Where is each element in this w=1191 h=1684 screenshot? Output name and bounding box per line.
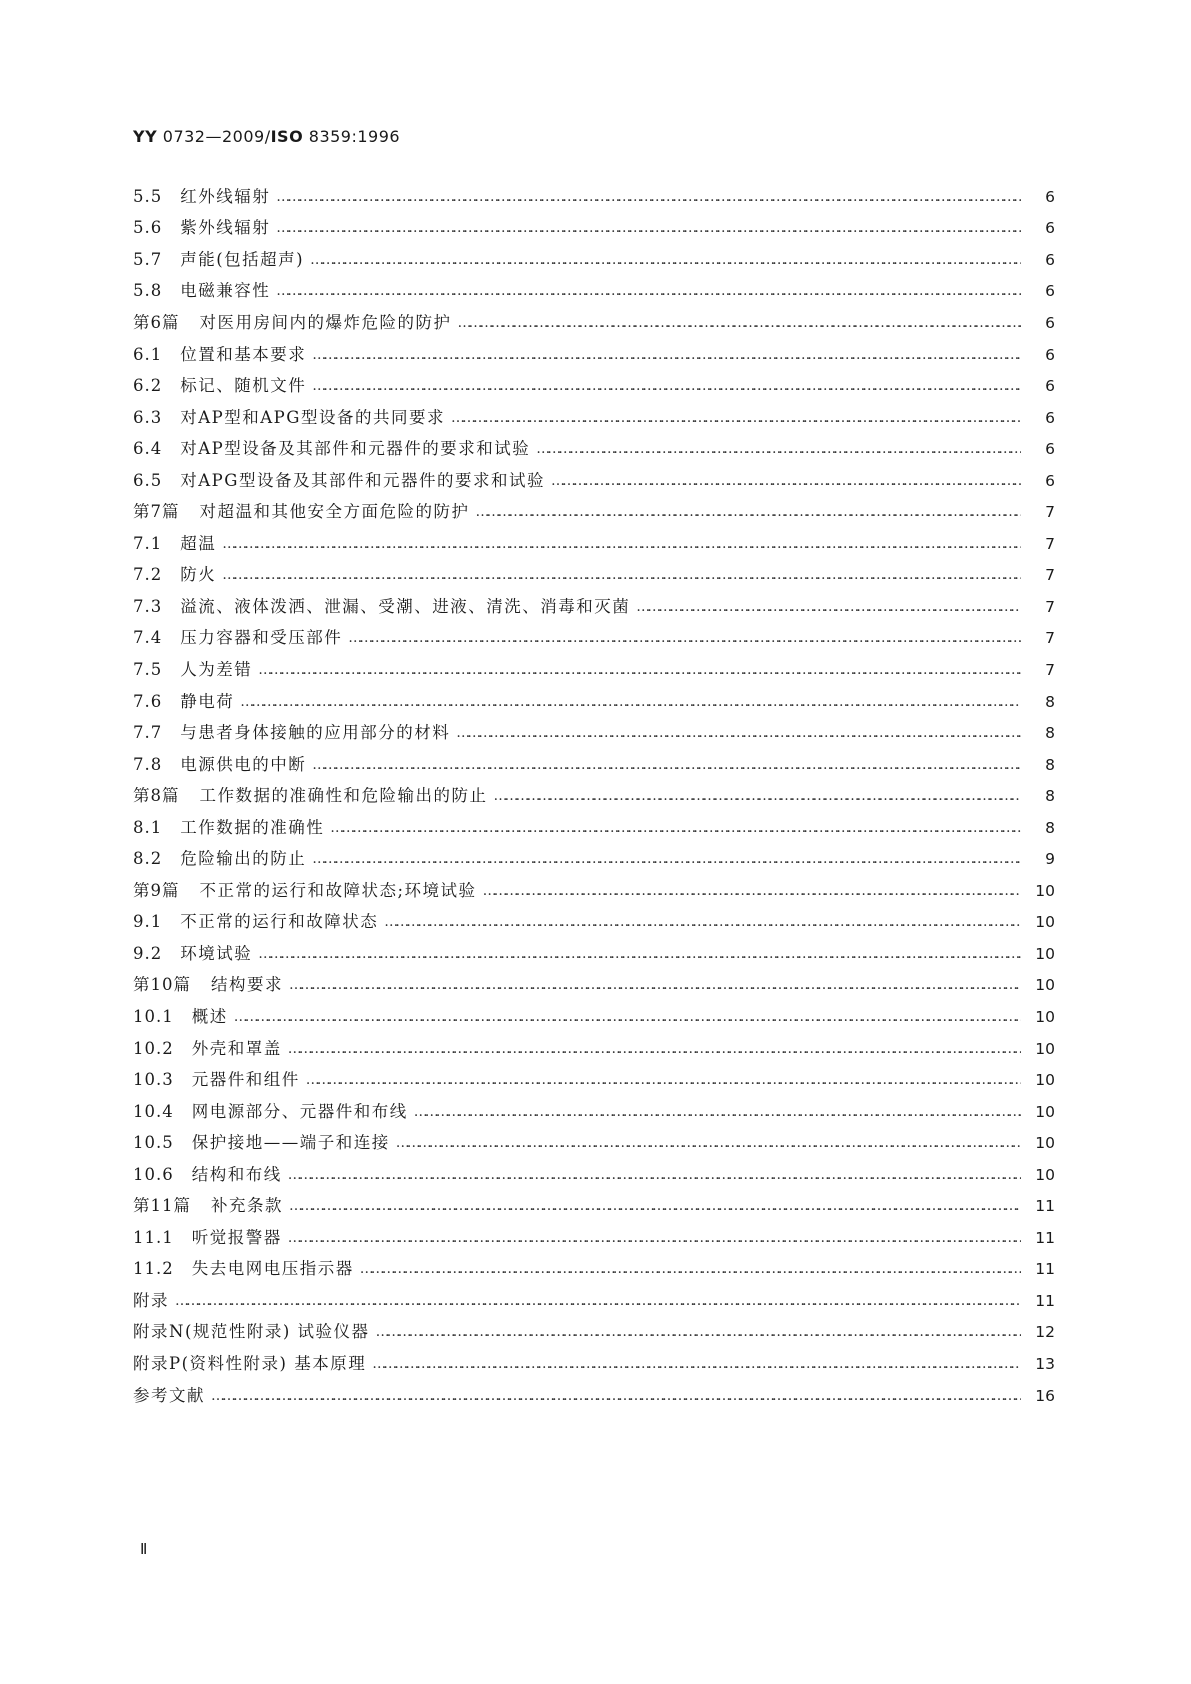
toc-entry-title: 超温 xyxy=(180,533,217,553)
toc-entry-title: 静电荷 xyxy=(180,691,235,711)
header-yy: YY xyxy=(133,127,158,146)
toc-entry-number: 7.8 xyxy=(133,754,163,774)
toc-entry-number: 10.3 xyxy=(133,1070,174,1090)
toc-entry-page: 6 xyxy=(1045,187,1055,206)
toc-entry[interactable] xyxy=(133,276,1055,308)
toc-dot-leader xyxy=(175,1291,1021,1311)
toc-chapter-entry[interactable] xyxy=(133,970,1055,1002)
toc-entry[interactable] xyxy=(133,244,1055,276)
toc-chapter-entry[interactable] xyxy=(133,496,1055,528)
toc-entry-number: 第6篇 xyxy=(133,312,180,332)
toc-entry-title: 网电源部分、元器件和布线 xyxy=(191,1101,408,1121)
toc-dot-leader xyxy=(289,1196,1021,1216)
toc-entry-number: 8.2 xyxy=(133,849,163,869)
toc-dot-leader xyxy=(636,597,1021,617)
toc-entry-page: 10 xyxy=(1035,1102,1055,1121)
toc-entry-title: 声能(包括超声) xyxy=(180,249,305,269)
toc-entry-title: 人为差错 xyxy=(180,659,253,679)
toc-dot-leader xyxy=(458,313,1022,333)
toc-entry-number: 7.4 xyxy=(133,628,163,648)
toc-entry-number: 7.3 xyxy=(133,596,163,616)
toc-entry-title: 电源供电的中断 xyxy=(180,754,307,774)
toc-entry[interactable] xyxy=(133,1348,1055,1380)
toc-dot-leader xyxy=(451,408,1021,428)
toc-entry[interactable] xyxy=(133,654,1055,686)
toc-entry-page: 10 xyxy=(1035,881,1055,900)
standard-code-header xyxy=(133,127,400,146)
toc-dot-leader xyxy=(551,471,1021,491)
toc-entry-page: 16 xyxy=(1035,1386,1055,1405)
toc-entry-title: 工作数据的准确性和危险输出的防止 xyxy=(199,786,488,806)
toc-dot-leader xyxy=(276,187,1021,207)
toc-entry-number: 7.2 xyxy=(133,565,163,585)
toc-entry[interactable] xyxy=(133,591,1055,623)
toc-entry-page: 7 xyxy=(1045,566,1055,585)
toc-entry-page: 10 xyxy=(1035,1039,1055,1058)
toc-entry-page: 11 xyxy=(1035,1260,1055,1279)
toc-dot-leader xyxy=(348,628,1021,648)
toc-dot-leader xyxy=(414,1102,1021,1122)
toc-entry-page: 6 xyxy=(1045,377,1055,396)
toc-dot-leader xyxy=(276,218,1021,238)
toc-entry-number: 11.1 xyxy=(133,1227,174,1247)
toc-entry[interactable] xyxy=(133,938,1055,970)
toc-entry-title: 对AP型和APG型设备的共同要求 xyxy=(180,407,445,427)
toc-entry-title: 结构和布线 xyxy=(191,1164,282,1184)
toc-entry-number: 第8篇 xyxy=(133,786,180,806)
toc-entry-number: 9.1 xyxy=(133,912,163,932)
toc-dot-leader xyxy=(240,692,1021,712)
toc-entry-page: 13 xyxy=(1035,1355,1055,1373)
toc-entry-number: 5.8 xyxy=(133,281,163,301)
toc-entry[interactable] xyxy=(133,1317,1055,1349)
toc-entry-page: 10 xyxy=(1035,1165,1055,1184)
toc-entry-title: 参考文献 xyxy=(133,1385,205,1405)
toc-entry-number: 10.1 xyxy=(133,1006,174,1026)
toc-entry-title: 环境试验 xyxy=(180,943,253,963)
toc-entry-title: 听觉报警器 xyxy=(191,1227,282,1247)
toc-chapter-entry[interactable] xyxy=(133,1191,1055,1223)
toc-entry-number: 6.4 xyxy=(133,439,163,459)
toc-entry[interactable] xyxy=(133,749,1055,781)
toc-entry[interactable] xyxy=(133,717,1055,749)
toc-entry-title: 压力容器和受压部件 xyxy=(180,628,343,648)
toc-entry-title: 紫外线辐射 xyxy=(180,218,271,238)
toc-entry[interactable] xyxy=(133,433,1055,465)
toc-entry-page: 6 xyxy=(1045,345,1055,364)
toc-entry-number: 5.6 xyxy=(133,218,163,238)
toc-entry-title: 附录 xyxy=(133,1290,169,1310)
toc-entry[interactable] xyxy=(133,907,1055,939)
toc-entry[interactable] xyxy=(133,1285,1055,1317)
toc-entry-title: 工作数据的准确性 xyxy=(180,817,325,837)
toc-entry-page: 10 xyxy=(1035,976,1055,995)
toc-dot-leader xyxy=(258,660,1021,680)
toc-entry-number: 7.6 xyxy=(133,691,163,711)
toc-entry-title: 保护接地——端子和连接 xyxy=(191,1133,390,1153)
toc-entry-title: 对APG型设备及其部件和元器件的要求和试验 xyxy=(180,470,545,490)
toc-dot-leader xyxy=(372,1354,1021,1374)
toc-dot-leader xyxy=(312,755,1021,775)
toc-entry[interactable] xyxy=(133,528,1055,560)
toc-entry-number: 10.2 xyxy=(133,1038,174,1058)
toc-entry[interactable] xyxy=(133,465,1055,497)
toc-entry[interactable] xyxy=(133,1380,1055,1412)
toc-entry-number: 10.6 xyxy=(133,1164,174,1184)
toc-entry-number: 9.2 xyxy=(133,943,163,963)
toc-dot-leader xyxy=(289,975,1021,995)
toc-entry-number: 6.3 xyxy=(133,407,163,427)
toc-entry-title: 附录P(资料性附录) 基本原理 xyxy=(133,1354,367,1373)
toc-dot-leader xyxy=(536,439,1021,459)
toc-entry-page: 9 xyxy=(1045,850,1055,869)
toc-dot-leader xyxy=(310,250,1021,270)
toc-chapter-entry[interactable] xyxy=(133,780,1055,812)
toc-dot-leader xyxy=(258,944,1021,964)
toc-entry[interactable] xyxy=(133,1127,1055,1159)
toc-entry-title: 不正常的运行和故障状态 xyxy=(180,912,379,932)
toc-chapter-entry[interactable] xyxy=(133,875,1055,907)
toc-entry[interactable] xyxy=(133,812,1055,844)
toc-entry-number: 10.5 xyxy=(133,1133,174,1153)
toc-entry[interactable] xyxy=(133,1064,1055,1096)
toc-entry-page: 10 xyxy=(1035,1134,1055,1153)
toc-chapter-entry[interactable] xyxy=(133,307,1055,339)
toc-entry[interactable] xyxy=(133,843,1055,875)
toc-entry-title: 附录N(规范性附录) 试验仪器 xyxy=(133,1322,370,1342)
toc-entry-page: 11 xyxy=(1035,1228,1055,1247)
toc-entry-page: 6 xyxy=(1045,440,1055,459)
toc-entry-title: 与患者身体接触的应用部分的材料 xyxy=(180,723,451,743)
toc-entry-page: 6 xyxy=(1045,313,1055,332)
toc-entry-number: 5.5 xyxy=(133,186,163,206)
toc-dot-leader xyxy=(306,1070,1021,1090)
toc-entry-title: 溢流、液体泼洒、泄漏、受潮、进液、清洗、消毒和灭菌 xyxy=(180,596,631,616)
toc-dot-leader xyxy=(456,723,1021,743)
toc-dot-leader xyxy=(330,818,1021,838)
toc-dot-leader xyxy=(276,281,1021,301)
toc-entry-title: 失去电网电压指示器 xyxy=(191,1259,354,1279)
toc-entry-title: 对医用房间内的爆炸危险的防护 xyxy=(199,312,452,332)
toc-entry-page: 8 xyxy=(1045,755,1055,774)
toc-entry-title: 补充条款 xyxy=(211,1196,283,1216)
toc-dot-leader xyxy=(360,1259,1021,1279)
toc-entry-title: 对超温和其他安全方面危险的防护 xyxy=(199,502,470,522)
toc-entry-number: 第7篇 xyxy=(133,502,180,522)
header-number: 0732—2009/ xyxy=(157,127,271,146)
toc-entry-page: 10 xyxy=(1035,944,1055,963)
toc-entry-title: 标记、随机文件 xyxy=(180,376,307,396)
toc-entry-page: 6 xyxy=(1045,282,1055,301)
toc-entry-page: 7 xyxy=(1045,534,1055,553)
toc-entry[interactable] xyxy=(133,1033,1055,1065)
toc-entry-page: 8 xyxy=(1045,692,1055,711)
toc-dot-leader xyxy=(312,345,1021,365)
toc-dot-leader xyxy=(494,786,1022,806)
toc-dot-leader xyxy=(222,565,1021,585)
toc-entry-title: 对AP型设备及其部件和元器件的要求和试验 xyxy=(180,439,531,459)
toc-dot-leader xyxy=(288,1228,1021,1248)
toc-entry-number: 6.5 xyxy=(133,470,163,490)
toc-entry[interactable] xyxy=(133,339,1055,371)
toc-entry[interactable] xyxy=(133,1254,1055,1286)
toc-entry[interactable] xyxy=(133,1001,1055,1033)
toc-entry-title: 元器件和组件 xyxy=(191,1070,300,1090)
toc-entry-page: 8 xyxy=(1045,818,1055,837)
toc-entry-title: 危险输出的防止 xyxy=(180,849,307,869)
toc-entry-page: 8 xyxy=(1045,724,1055,743)
toc-entry-page: 10 xyxy=(1035,913,1055,932)
toc-entry-title: 红外线辐射 xyxy=(180,186,271,206)
toc-entry-title: 概述 xyxy=(191,1006,228,1026)
toc-dot-leader xyxy=(234,1007,1021,1027)
toc-dot-leader xyxy=(211,1386,1021,1406)
toc-entry-page: 11 xyxy=(1035,1197,1055,1216)
toc-entry[interactable] xyxy=(133,1222,1055,1254)
toc-dot-leader xyxy=(312,376,1021,396)
toc-entry-number: 第9篇 xyxy=(133,880,180,900)
toc-entry-page: 7 xyxy=(1045,503,1055,522)
toc-entry-page: 6 xyxy=(1045,219,1055,238)
toc-entry-title: 位置和基本要求 xyxy=(180,344,307,364)
toc-entry-number: 6.2 xyxy=(133,376,163,396)
table-of-contents xyxy=(133,181,1055,1411)
toc-entry-number: 第10篇 xyxy=(133,975,191,995)
toc-entry-number: 8.1 xyxy=(133,817,163,837)
toc-dot-leader xyxy=(222,534,1021,554)
toc-entry[interactable] xyxy=(133,181,1055,213)
toc-entry-number: 5.7 xyxy=(133,249,163,269)
toc-entry-number: 第11篇 xyxy=(133,1196,191,1216)
toc-dot-leader xyxy=(376,1322,1021,1342)
toc-entry-number: 6.1 xyxy=(133,344,163,364)
toc-entry-title: 电磁兼容性 xyxy=(180,281,271,301)
toc-entry[interactable] xyxy=(133,686,1055,718)
toc-entry-number: 11.2 xyxy=(133,1259,174,1279)
toc-entry[interactable] xyxy=(133,560,1055,592)
toc-entry-page: 10 xyxy=(1035,1071,1055,1090)
toc-dot-leader xyxy=(288,1165,1021,1185)
toc-dot-leader xyxy=(288,1039,1021,1059)
toc-entry-title: 结构要求 xyxy=(211,975,283,995)
header-iso-number: 8359:1996 xyxy=(303,127,401,146)
toc-entry-page: 10 xyxy=(1035,1007,1055,1026)
toc-entry-number: 7.7 xyxy=(133,723,163,743)
toc-entry[interactable] xyxy=(133,213,1055,245)
toc-entry-number: 7.1 xyxy=(133,533,163,553)
toc-entry[interactable] xyxy=(133,402,1055,434)
toc-dot-leader xyxy=(476,502,1022,522)
toc-entry[interactable] xyxy=(133,623,1055,655)
toc-entry-page: 7 xyxy=(1045,597,1055,616)
page-number: Ⅱ xyxy=(140,1540,148,1558)
toc-entry-page: 7 xyxy=(1045,629,1055,648)
toc-entry[interactable] xyxy=(133,370,1055,402)
toc-entry-number: 7.5 xyxy=(133,659,163,679)
toc-dot-leader xyxy=(396,1133,1021,1153)
toc-entry-page: 12 xyxy=(1035,1323,1055,1342)
toc-entry[interactable] xyxy=(133,1096,1055,1128)
toc-entry-number: 10.4 xyxy=(133,1101,174,1121)
toc-entry-page: 6 xyxy=(1045,408,1055,427)
toc-entry-page: 8 xyxy=(1045,787,1055,806)
toc-entry-title: 不正常的运行和故障状态;环境试验 xyxy=(199,880,477,900)
toc-dot-leader xyxy=(483,881,1021,901)
toc-dot-leader xyxy=(384,912,1021,932)
toc-entry-page: 7 xyxy=(1045,660,1055,679)
toc-dot-leader xyxy=(312,849,1021,869)
toc-entry-page: 11 xyxy=(1035,1291,1055,1310)
toc-entry-title: 外壳和罩盖 xyxy=(191,1038,282,1058)
header-iso: ISO xyxy=(270,127,304,146)
toc-entry-title: 防火 xyxy=(180,565,217,585)
toc-entry-page: 6 xyxy=(1045,250,1055,269)
toc-entry-page: 6 xyxy=(1045,471,1055,490)
toc-entry[interactable] xyxy=(133,1159,1055,1191)
